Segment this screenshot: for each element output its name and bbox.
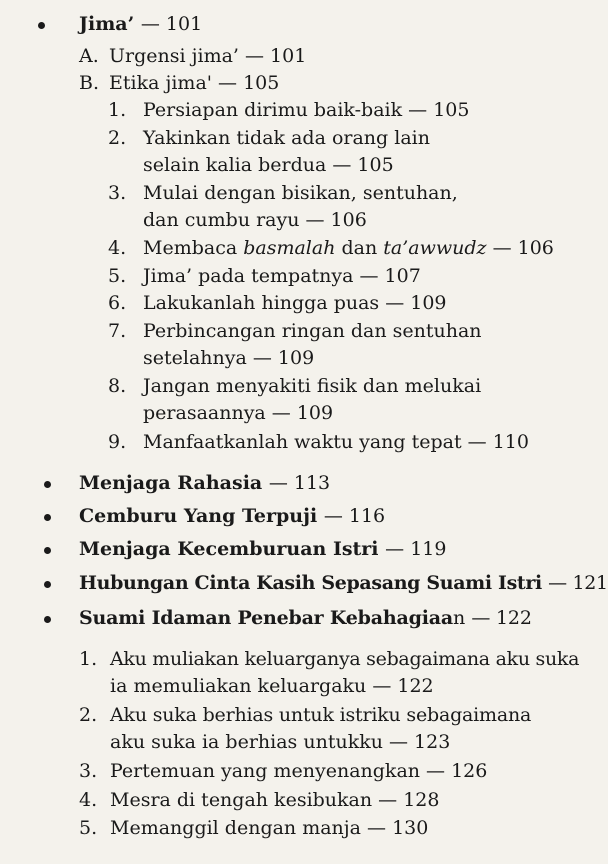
toc-item-text: Jangan menyakiti fisik dan melukai [143,375,482,397]
toc-item-num: 8. [108,375,127,397]
entry-title-tail: n [452,607,465,629]
entry-page: — 101 [140,13,203,35]
toc-item-text: perasaannya — 109 [143,402,334,424]
toc-entry-section [79,537,446,561]
bullet-icon [38,22,45,29]
toc-item-num: 9. [108,431,127,453]
text-part: dan [335,237,384,259]
toc-item-text [143,236,554,260]
toc-entry-section [79,504,385,528]
toc-item-num: 1. [79,648,98,670]
entry-title: Suami Idaman Penebar Kebahagiaa [79,607,453,629]
toc-item-text: Lakukanlah hingga puas — 109 [143,292,447,314]
subentry-text: Etika jima' — 105 [109,72,280,94]
toc-entry-jima [79,12,202,36]
toc-item-num: 5. [108,265,127,287]
subentry-label: B. [79,72,100,94]
entry-title: Cemburu Yang Terpuji [79,505,318,527]
entry-page: — 121 [548,572,608,594]
toc-item-text: Jima’ pada tempatnya — 107 [143,265,421,287]
entry-page: — 122 [471,607,532,629]
toc-item-num: 6. [108,292,127,314]
toc-item-text: Mulai dengan bisikan, sentuhan, [143,182,458,204]
italic-term: basmalah [243,237,336,259]
toc-subentry-b [79,71,279,95]
toc-item-num: 5. [79,817,98,839]
toc-entry-section [79,571,608,595]
bullet-icon [44,547,51,554]
toc-item-num: 4. [79,789,98,811]
toc-item-text: Persiapan dirimu baik-baik — 105 [143,99,470,121]
toc-item-num: 3. [108,182,127,204]
text-part: Membaca [143,237,244,259]
toc-item-text: ia memuliakan keluargaku — 122 [110,675,434,697]
toc-item-text: Aku suka berhias untuk istriku sebagaimana [110,704,532,726]
toc-item-text: dan cumbu rayu — 106 [143,209,367,231]
toc-entry-section [79,471,330,495]
toc-item-num: 3. [79,760,98,782]
entry-title: Jima’ [79,13,135,35]
text-part: — 106 [486,237,554,259]
entry-title: Menjaga Rahasia [79,472,263,494]
toc-item-num: 2. [79,704,98,726]
toc-item-text: Aku muliakan keluarganya sebagaimana aku suka [110,648,580,670]
bullet-icon [44,514,51,521]
subentry-text: Urgensi jima’ — 101 [109,45,307,67]
bullet-icon [44,581,51,588]
entry-title: Hubungan Cinta Kasih Sepasang Suami Istri [79,572,542,594]
bullet-icon [44,616,51,623]
toc-item-text: Yakinkan tidak ada orang lain [143,127,430,149]
toc-item-text: selain kalia berdua — 105 [143,154,394,176]
entry-page: — 119 [385,538,447,560]
toc-item-text: setelahnya — 109 [143,347,315,369]
toc-item-num: 1. [108,99,127,121]
toc-entry-section [79,606,532,630]
toc-item-text: Memanggil dengan manja — 130 [110,817,429,839]
toc-item-text: Manfaatkanlah waktu yang tepat — 110 [143,431,529,453]
italic-term: ta’awwudz [383,237,487,259]
bullet-icon [44,481,51,488]
toc-item-num: 4. [108,237,127,259]
subentry-label: A. [79,45,99,67]
toc-item-num: 7. [108,320,127,342]
toc-item-text: Mesra di tengah kesibukan — 128 [110,789,440,811]
toc-item-num: 2. [108,127,127,149]
toc-item-text: Perbincangan ringan dan sentuhan [143,320,482,342]
entry-page: — 116 [323,505,386,527]
entry-title: Menjaga Kecemburuan Istri [79,538,379,560]
toc-item-text: Pertemuan yang menyenangkan — 126 [110,760,488,782]
toc-subentry-a [79,44,306,68]
entry-page: — 113 [268,472,331,494]
toc-item-text: aku suka ia berhias untukku — 123 [110,731,451,753]
